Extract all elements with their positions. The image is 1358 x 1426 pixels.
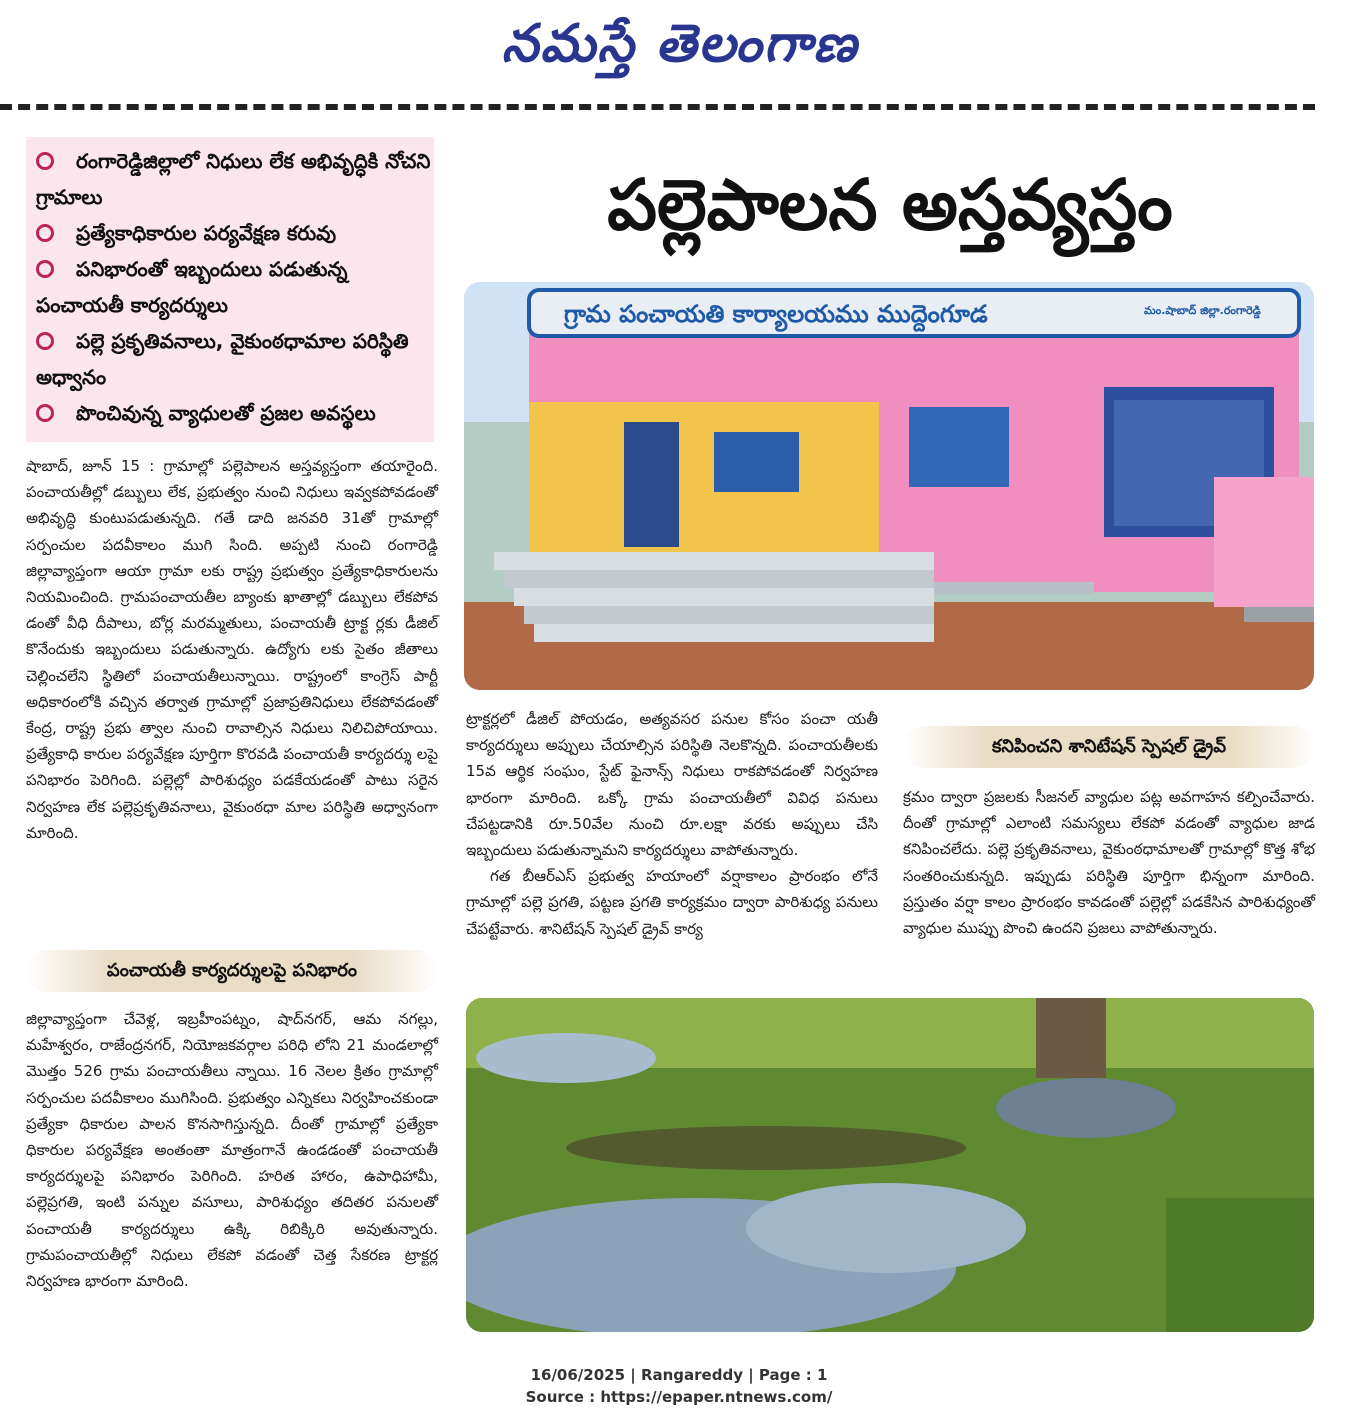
article-column-2 (466, 706, 878, 942)
bullet-icon (36, 332, 54, 350)
panchayat-office-photo (464, 282, 1314, 690)
article-column-3: క్రమం ద్వారా ప్రజలకు సీజనల్ వ్యాధుల పట్ల అవగాహన కల్పించేవారు. దీంతో గ్రామాల్లో ఎలాంటి సమస్యలు లేకపో వడంతో వ్యాధుల జాడ కనిపించలేదు. పల్లె ప్రకృతివనాలు, వైకుంఠధామాలతో గ్రామాల్లో కొత్త శోభ సంతరించుకున్నది. ఇప్పుడు పరిస్థితి పూర్తిగా భిన్నంగా మారింది. ప్రస్తుతం వర్షా కాలం ప్రారంభం కావడంతో పల్లెల్లో పడకేసిన పారిశుధ్యంతో వ్యాధుల ముప్పు పొంచి ఉందని ప్రజలు వాపోతున్నారు. (903, 788, 1315, 938)
highlights-box (26, 137, 434, 442)
header-divider (0, 104, 1315, 110)
article-paragraph: గత బీఆర్‌ఎస్ ప్రభుత్వ హయాంలో వర్షాకాలం ప్రారంభం లోనే గ్రామాల్లో పల్లె ప్రగతి, పట్టణ ప్రగతి కార్యక్రమం ద్వారా పారిశుధ్య పనులు చేపట్టేవారు. శానిటేషన్ స్పెషల్ డ్రైవ్ కార్య (466, 867, 878, 938)
page-footer (0, 1364, 1358, 1408)
highlight-item: పనిభారంతో ఇబ్బందులు పడుతున్న పంచాయతీ కార్యదర్శులు (36, 257, 348, 317)
article-paragraph: ట్రాక్టర్లలో డీజిల్ పోయడం, అత్యవసర పనుల కోసం పంచా యతీ కార్యదర్శులు అప్పులు చేయాల్సిన పరిస్థితి నెలకొన్నది. పంచాయతీలకు 15వ ఆర్థిక సంఘం, స్టేట్ ఫైనాన్స్ నిధులు రాకపోవడంతో నిర్వహణ భారంగా మారింది. ఒక్కో గ్రామ పంచాయతీలో వివిధ పనులు చేపట్టడానికి రూ.50వేల నుంచి రూ.లక్షా వరకు అప్పులు చేసి ఇబ్బందులు పడుతున్నామని కార్యదర్శులు వాపోతున్నారు. (466, 710, 878, 860)
bullet-icon (36, 404, 54, 422)
highlight-item: ప్రత్యేకాధికారుల పర్యవేక్షణ కరువు (36, 215, 431, 251)
panchayat-office-illustration (464, 282, 1314, 690)
highlight-item: పల్లె ప్రకృతివనాలు, వైకుంఠధామాల పరిస్థితి అధ్వానం (36, 329, 409, 389)
newspaper-logo: నమస్తే తెలంగాణ (501, 14, 859, 74)
stagnant-water-illustration (466, 998, 1314, 1332)
subheading-secretaries: పంచాయతీ కార్యదర్శులపై పనిభారం (26, 950, 438, 992)
office-sign-text: గ్రామ పంచాయతి కార్యాలయము ముద్దెంగూడ (564, 300, 988, 328)
bullet-icon (36, 224, 54, 242)
article-column-1b: జిల్లావ్యాప్తంగా చేవెళ్ల, ఇబ్రహీంపట్నం, షాద్‌నగర్, ఆమ నగల్లు, మహేశ్వరం, రాజేంద్రనగర్, నియోజకవర్గాల పరిధి లోని 21 మండలాల్లో మొత్తం 526 గ్రామ పంచాయతీలు న్నాయి. 16 నెలల క్రితం గ్రామాల్లో సర్పంచుల పదవీకాలం ముగిసింది. ప్రభుత్వం ఎన్నికలు నిర్వహించకుండా ప్రత్యేకా ధికారుల పాలన కొనసాగిస్తున్నది. దీంతో గ్రామాల్లో ప్రత్యేకా ధికారుల పర్యవేక్షణ అంతంతా మాత్రంగానే ఉండడంతో పంచాయతీ కార్యదర్శులపై పనిభారం పెరిగింది. హరిత హారం, ఉపాధిహామీ, పల్లెప్రగతి, ఇంటి పన్నుల వసూలు, పారిశుధ్యం తదితర పనులతో పంచాయతీ కార్యదర్శులు ఉక్కి రిబిక్కిరి అవుతున్నారు. గ్రామపంచాయతీల్లో నిధులు లేకపో వడంతో చెత్త సేకరణ ట్రాక్టర్ల నిర్వహణ భారంగా మారింది. (26, 1010, 438, 1291)
stagnant-water-photo (466, 998, 1314, 1332)
bullet-icon (36, 152, 54, 170)
footer-source: Source : https://epaper.ntnews.com/ (525, 1388, 833, 1406)
article-column-1: షాబాద్, జూన్ 15 : గ్రామాల్లో పల్లెపాలన అస్తవ్యస్తంగా తయారైంది. పంచాయతీల్లో డబ్బులు లేక, ప్రభుత్వం నుంచి నిధులు ఇవ్వకపోవడంతో అభివృద్ధి కుంటుపడుతున్నది. గతే డాది జనవరి 31తో గ్రామాల్లో సర్పంచుల పదవీకాలం ముగి సింది. అప్పటి నుంచి రంగారెడ్డి జిల్లావ్యాప్తంగా ఆయా గ్రామా లకు రాష్ట్ర ప్రభుత్వం ప్రత్యేకాధికారులను నియమించింది. గ్రామపంచాయతీల బ్యాంకు ఖాతాల్లో డబ్బులు లేకపోవ డంతో వీధి దీపాలు, బోర్ల మరమ్మతులు, పంచాయతీ ట్రాక్ట ర్లకు డీజిల్ కొనేందుకు ఇబ్బందులు పడుతున్నారు. ఉద్యోగు లకు సైతం జీతాలు చెల్లించలేని స్థితిలో పంచాయతీలున్నాయి. రాష్ట్రంలో కాంగ్రెస్ పార్టీ అధికారంలోకి వచ్చిన తర్వాత గ్రామాల్లో ప్రజాప్రతినిధులు లేకపోవడంతో కేంద్ర, రాష్ట్ర ప్రభు త్వాల నుంచి రావాల్సిన నిధులు నిలిచిపోయాయి. ప్రత్యేకాధి కారుల పర్యవేక్షణ పూర్తిగా కొరవడి పంచాయతీ కార్యదర్శు లపై పనిభారం పెరిగింది. పల్లెల్లో పారిశుధ్యం పడకేయడంతో పాటు సరైన నిర్వహణ లేక పల్లెప్రకృతివనాలు, వైకుంఠధా మాల పరిస్థితి అధ్వానంగా మారింది. (26, 457, 438, 842)
bullet-icon (36, 260, 54, 278)
highlight-item: పొంచివున్న వ్యాధులతో ప్రజల అవస్థలు (36, 395, 431, 431)
masthead (0, 0, 1358, 100)
highlight-item: రంగారెడ్డిజిల్లాలో నిధులు లేక అభివృద్ధికి నోచని గ్రామాలు (36, 149, 431, 209)
headline: పల్లెపాలన అస్తవ్యస్తం (607, 164, 1173, 246)
office-sign-side: మం.షాబాద్ జిల్లా.రంగారెడ్డి (1144, 304, 1261, 317)
footer-date-edition: 16/06/2025 | Rangareddy | Page : 1 (530, 1366, 828, 1384)
subheading-sanitation: కనిపించని శానిటేషన్ స్పెషల్ డ్రైవ్ (903, 726, 1315, 768)
